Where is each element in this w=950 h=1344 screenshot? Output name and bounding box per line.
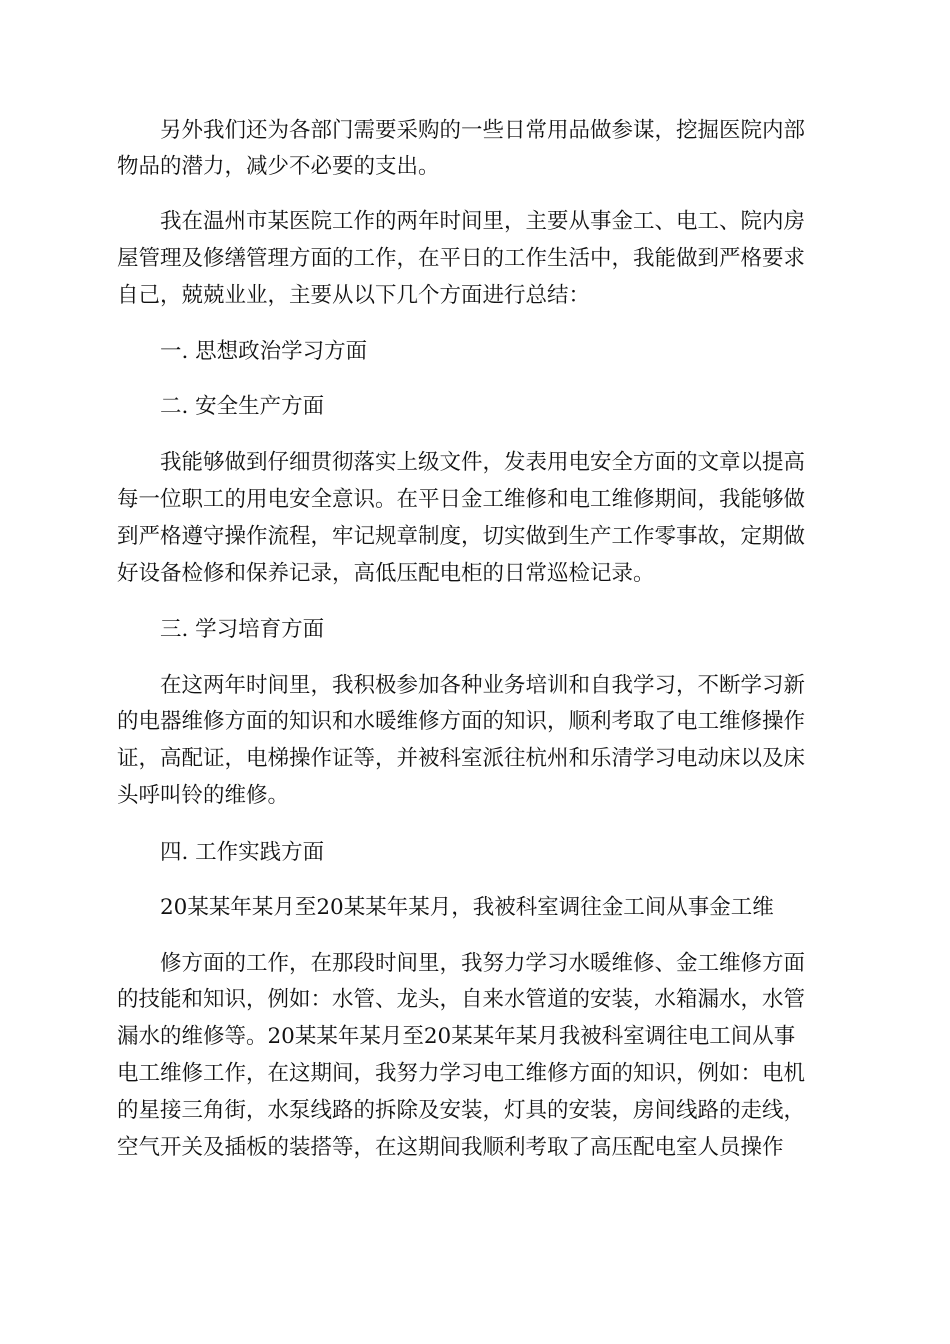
paragraph-line: 的电器维修方面的知识和水暖维修方面的知识，顺利考取了电工维修操作 <box>117 709 806 734</box>
paragraph-line: 电工维修工作，在这期间，我努力学习电工维修方面的知识，例如：电机 <box>117 1061 806 1086</box>
paragraph-line: 另外我们还为各部门需要采购的一些日常用品做参谋，挖掘医院内部 <box>160 118 806 143</box>
paragraph-line: 在这两年时间里，我积极参加各种业务培训和自我学习，不断学习新 <box>160 673 806 698</box>
paragraph-line: 20某某年某月至20某某年某月，我被科室调往金工间从事金工维 <box>160 895 774 920</box>
section-heading: 一. 思想政治学习方面 <box>160 339 368 364</box>
paragraph-line: 漏水的维修等。20某某年某月至20某某年某月我被科室调往电工间从事 <box>117 1024 796 1049</box>
paragraph-line: 空气开关及插板的装搭等，在这期间我顺利考取了高压配电室人员操作 <box>117 1135 784 1160</box>
paragraph-line: 的技能和知识，例如：水管、龙头，自来水管道的安装，水箱漏水，水管 <box>117 987 806 1012</box>
paragraph-line: 修方面的工作，在那段时间里，我努力学习水暖维修、金工维修方面 <box>160 951 806 976</box>
paragraph-line: 屋管理及修缮管理方面的工作，在平日的工作生活中，我能做到严格要求 <box>117 246 806 271</box>
section-heading: 四. 工作实践方面 <box>160 840 325 865</box>
paragraph-line: 到严格遵守操作流程，牢记规章制度，切实做到生产工作零事故，定期做 <box>117 524 806 549</box>
paragraph-line: 头呼叫铃的维修。 <box>117 783 290 808</box>
paragraph-line: 好设备检修和保养记录，高低压配电柜的日常巡检记录。 <box>117 561 655 586</box>
paragraph-line: 物品的潜力，减少不必要的支出。 <box>117 154 440 179</box>
paragraph-line: 自己，兢兢业业，主要从以下几个方面进行总结： <box>117 283 591 308</box>
section-heading: 二. 安全生产方面 <box>160 394 325 419</box>
paragraph-line: 每一位职工的用电安全意识。在平日金工维修和电工维修期间，我能够做 <box>117 487 806 512</box>
paragraph-line: 的星接三角街，水泵线路的拆除及安装，灯具的安装，房间线路的走线， <box>117 1098 806 1123</box>
paragraph-line: 证，高配证，电梯操作证等，并被科室派往杭州和乐清学习电动床以及床 <box>117 746 806 771</box>
paragraph-line: 我在温州市某医院工作的两年时间里，主要从事金工、电工、院内房 <box>160 209 806 234</box>
paragraph-line: 我能够做到仔细贯彻落实上级文件，发表用电安全方面的文章以提高 <box>160 450 806 475</box>
section-heading: 三. 学习培育方面 <box>160 617 325 642</box>
